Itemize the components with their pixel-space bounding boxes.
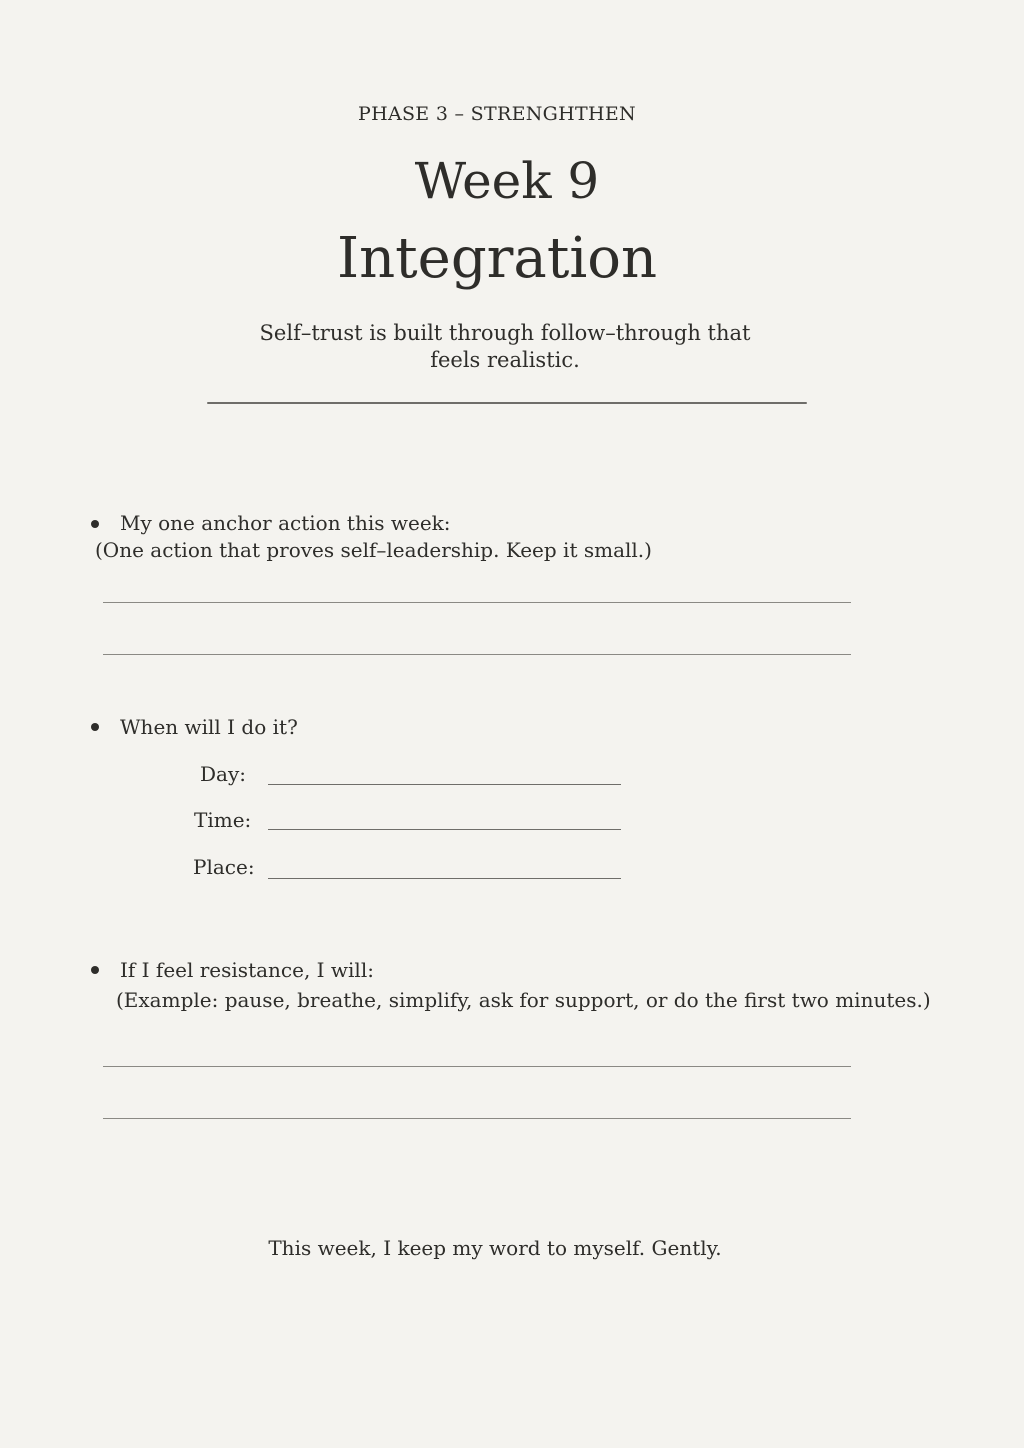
- resistance-write-line-2[interactable]: [103, 1118, 851, 1119]
- phase-label: PHASE 3 – STRENGHTHEN: [358, 103, 636, 125]
- anchor-action-hint: (One action that proves self–leadership. Keep it small.): [95, 538, 652, 562]
- bullet-icon: [91, 520, 99, 528]
- page-subtitle: Self–trust is built through follow–through that feels realistic.: [259, 321, 751, 372]
- bullet-icon: [91, 966, 99, 974]
- resistance-hint: (Example: pause, breathe, simplify, ask for support, or do the first two minutes.): [116, 988, 931, 1012]
- closing-affirmation: This week, I keep my word to myself. Gently.: [268, 1236, 722, 1260]
- anchor-action-write-line-1[interactable]: [103, 602, 851, 603]
- place-label: Place:: [193, 855, 255, 879]
- day-write-line[interactable]: [268, 784, 621, 785]
- resistance-write-line-1[interactable]: [103, 1066, 851, 1067]
- header-divider: [207, 402, 807, 404]
- when-prompt: When will I do it?: [120, 715, 298, 739]
- week-number: Week 9: [414, 152, 600, 210]
- day-label: Day:: [200, 762, 246, 786]
- resistance-prompt: If I feel resistance, I will:: [120, 958, 374, 982]
- page-title: Integration: [336, 226, 658, 291]
- time-label: Time:: [194, 808, 252, 832]
- bullet-icon: [91, 723, 99, 731]
- place-write-line[interactable]: [268, 878, 621, 879]
- anchor-action-prompt: My one anchor action this week:: [120, 511, 451, 535]
- time-write-line[interactable]: [268, 829, 621, 830]
- anchor-action-write-line-2[interactable]: [103, 654, 851, 655]
